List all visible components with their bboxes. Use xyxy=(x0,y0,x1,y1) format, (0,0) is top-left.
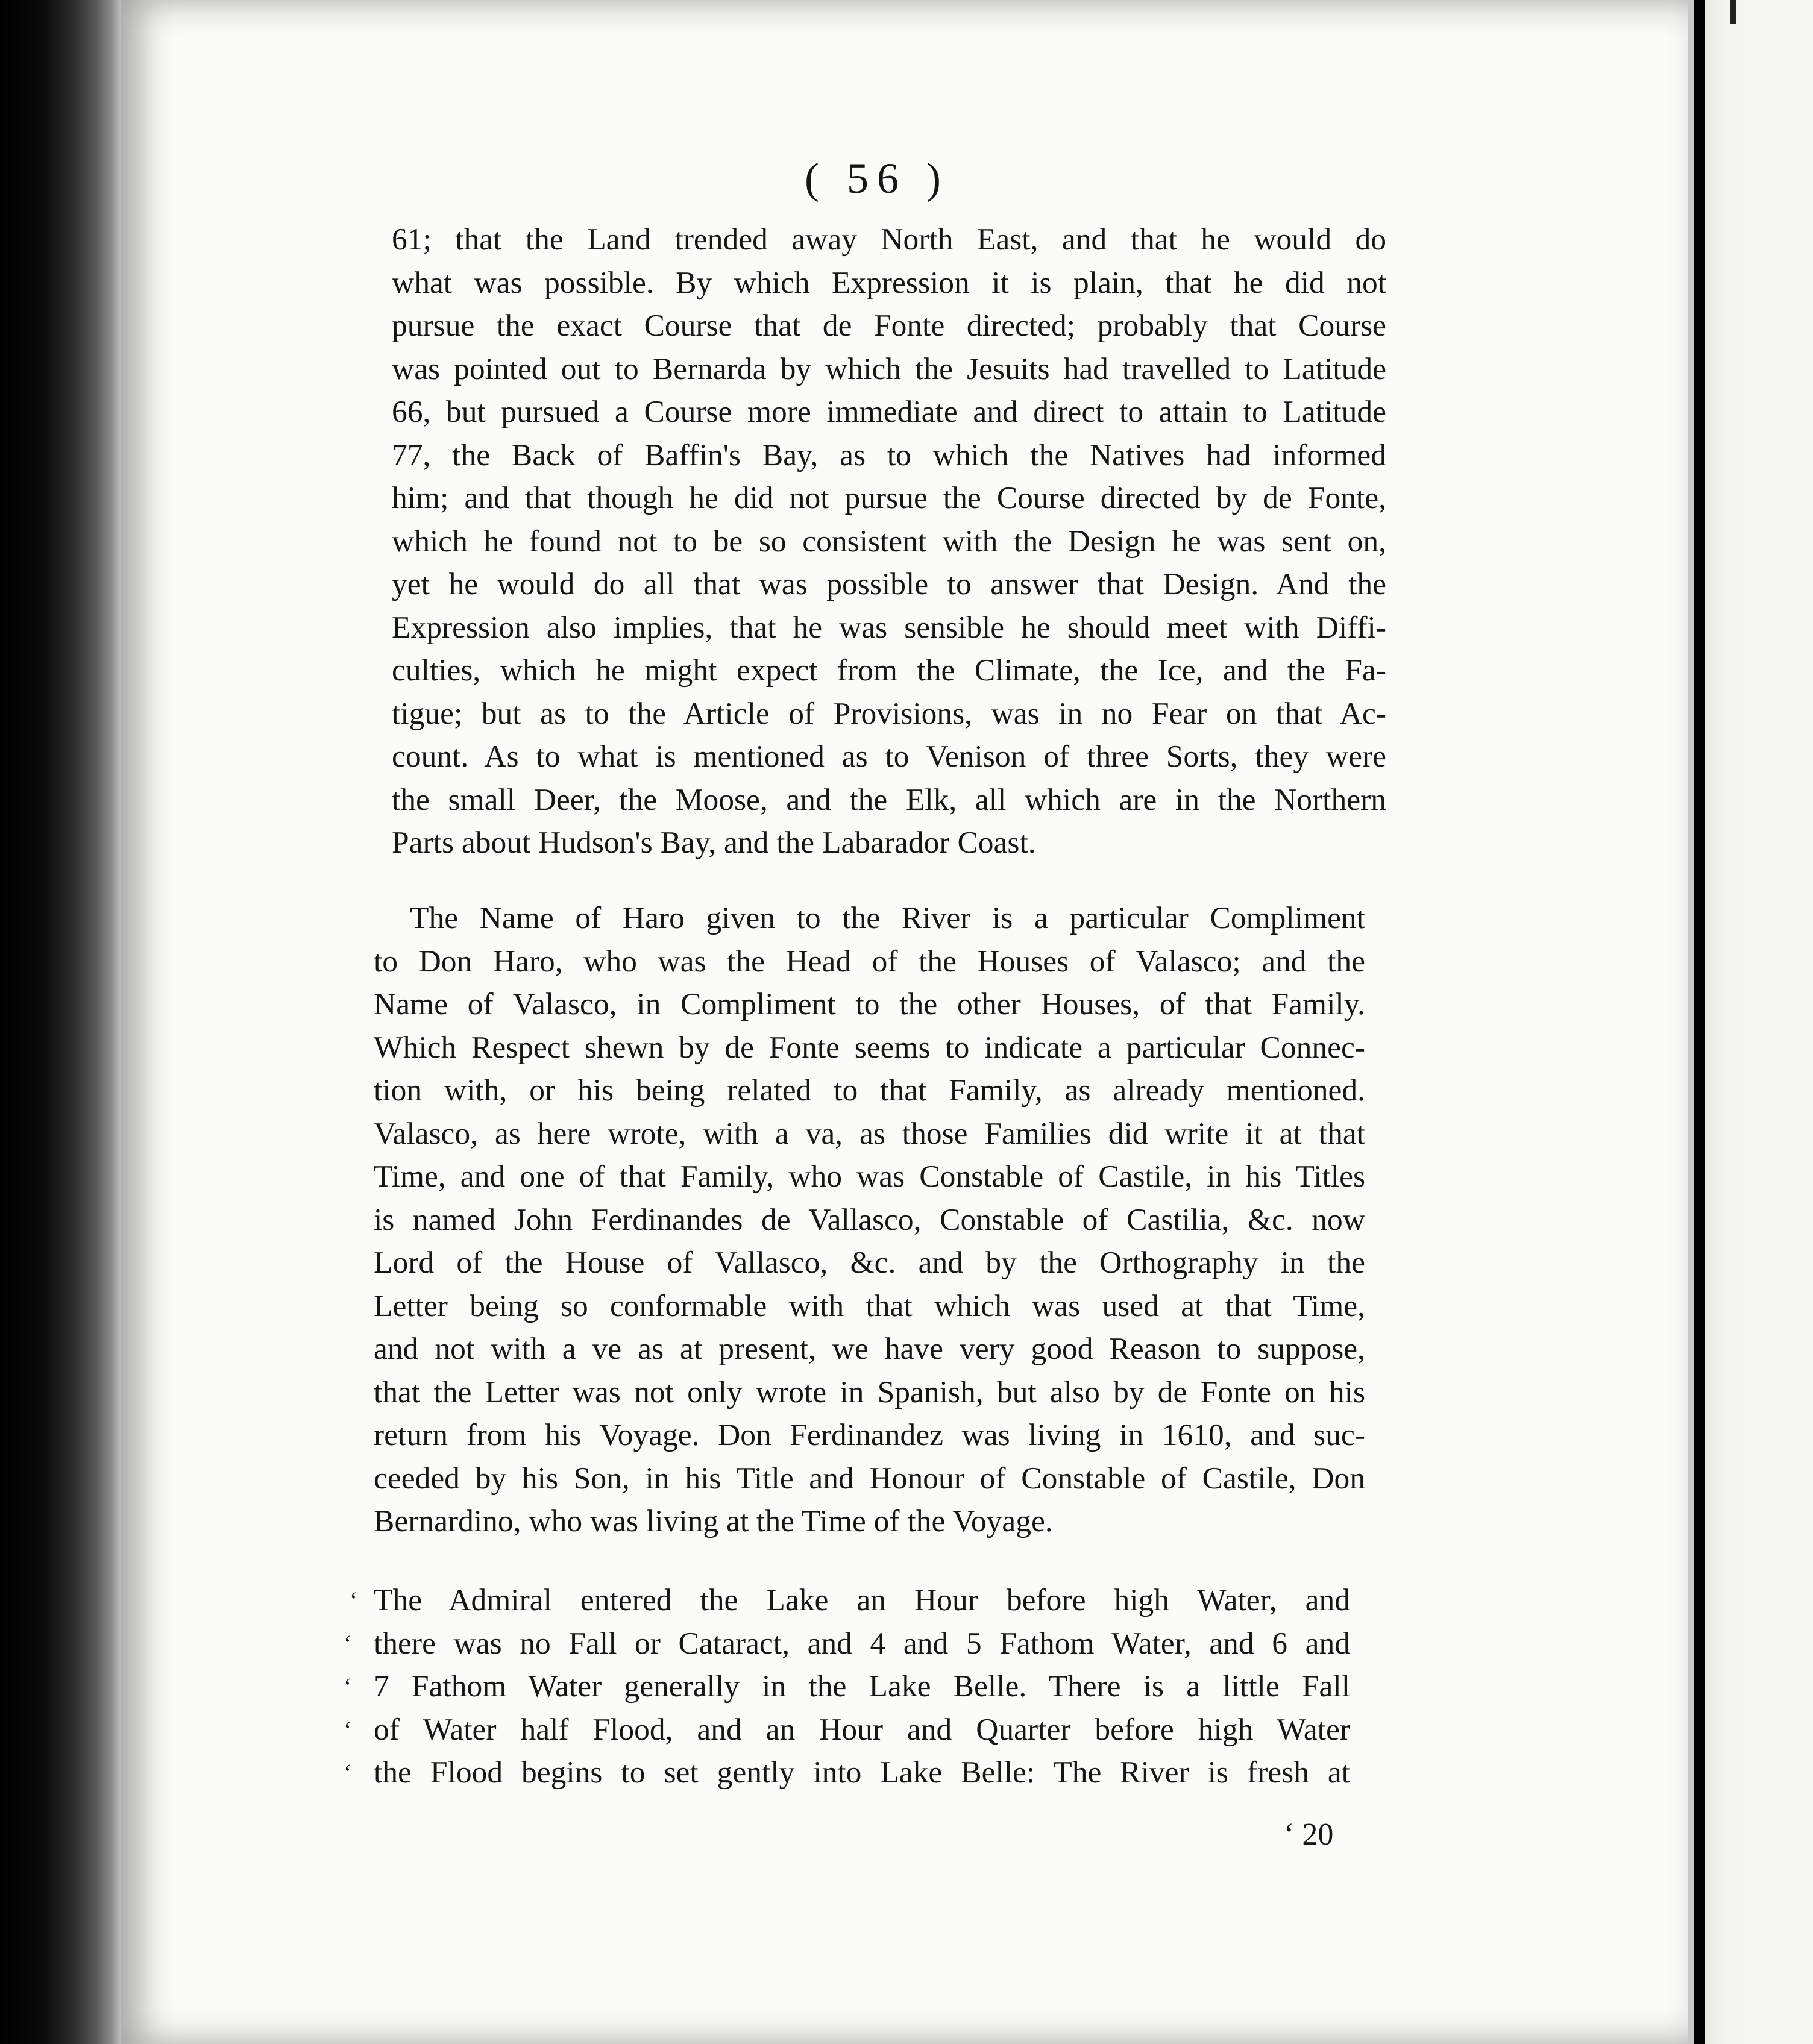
text-line: Name of Valasco, in Compliment to the other Houses, of that Family. xyxy=(374,987,1365,1021)
text-line xyxy=(344,1751,1350,1795)
text-line xyxy=(344,1665,1350,1708)
paragraph-3 xyxy=(344,1579,1350,1795)
text-line: to Don Haro, who was the Head of the Houses of Valasco; and the xyxy=(374,944,1365,979)
text-line-content: there was no Fall or Cataract, and 4 and 5 Fathom Water, and 6 and xyxy=(374,1626,1350,1661)
text-line: Lord of the House of Vallasco, &c. and by the Orthography in the xyxy=(374,1246,1365,1280)
text-line: what was possible. By which Expression it is plain, that he did not xyxy=(392,265,1386,300)
text-line: was pointed out to Bernarda by which the Jesuits had travelled to Latitude xyxy=(392,351,1386,386)
text-line: 77, the Back of Baffin's Bay, as to which the Natives had informed xyxy=(392,437,1386,472)
text-line: tion with, or his being related to that Family, as already mentioned. xyxy=(374,1073,1365,1108)
text-line-content: The Admiral entered the Lake an Hour before high Water, and xyxy=(374,1583,1350,1617)
edge-mark xyxy=(1730,0,1736,24)
text-line: 66, but pursued a Course more immediate and direct to attain to Latitude xyxy=(392,395,1386,429)
text-line: ceeded by his Son, in his Title and Honour of Constable of Castile, Don xyxy=(374,1461,1365,1496)
text-line: The Name of Haro given to the River is a particular Compliment xyxy=(410,901,1365,935)
page-number: ( 56 ) xyxy=(805,154,949,202)
text-line: him; and that though he did not pursue the Course directed by de Fonte, xyxy=(392,481,1386,515)
text-line xyxy=(344,1622,1350,1666)
catchword-text: 20 xyxy=(1302,1817,1334,1852)
text-line: culties, which he might expect from the Climate, the Ice, and the Fa- xyxy=(392,653,1386,688)
next-page-edge xyxy=(1705,0,1813,2044)
text-line: yet he would do all that was possible to answer that Design. And the xyxy=(392,567,1386,601)
text-line: Parts about Hudson's Bay, and the Labarador Coast. xyxy=(392,826,1036,860)
quote-mark: ‘ xyxy=(1284,1817,1295,1852)
text-line: return from his Voyage. Don Ferdinandez was living in 1610, and suc- xyxy=(374,1418,1365,1452)
text-line: Valasco, as here wrote, with a va, as those Families did write it at that xyxy=(374,1116,1365,1151)
text-line-content: the Flood begins to set gently into Lake Belle: The River is fresh at xyxy=(374,1755,1350,1790)
paragraph-1 xyxy=(392,218,1386,865)
quote-mark: ‘ xyxy=(344,1716,352,1743)
text-line: Which Respect shewn by de Fonte seems to indicate a particular Connec- xyxy=(374,1030,1365,1065)
page-edge xyxy=(1688,0,1694,2044)
text-line: which he found not to be so consistent with the Design he was sent on, xyxy=(392,524,1386,559)
catchword xyxy=(1284,1817,1333,1852)
text-line: the small Deer, the Moose, and the Elk, all which are in the Northern xyxy=(392,782,1386,817)
text-line-content: 7 Fathom Water generally in the Lake Belle. There is a little Fall xyxy=(374,1669,1350,1704)
paragraph-2 xyxy=(374,897,1365,1543)
page-gutter xyxy=(1694,0,1705,2044)
book-binding-shadow xyxy=(0,0,121,2044)
text-line: is named John Ferdinandes de Vallasco, Constable of Castilia, &c. now xyxy=(374,1202,1365,1237)
quote-mark: ‘ xyxy=(350,1587,358,1614)
text-line: and not with a ve as at present, we have very good Reason to suppose, xyxy=(374,1332,1365,1366)
text-line-content: of Water half Flood, and an Hour and Quarter before high Water xyxy=(374,1712,1350,1747)
text-line: Bernardino, who was living at the Time of the Voyage. xyxy=(374,1504,1053,1538)
text-line: pursue the exact Course that de Fonte directed; probably that Course xyxy=(392,309,1386,343)
text-line: tigue; but as to the Article of Provisions, was in no Fear on that Ac- xyxy=(392,696,1386,731)
text-line: Letter being so conformable with that which was used at that Time, xyxy=(374,1288,1365,1323)
text-line: count. As to what is mentioned as to Venison of three Sorts, they were xyxy=(392,739,1386,774)
quote-mark: ‘ xyxy=(344,1673,352,1700)
quote-mark: ‘ xyxy=(344,1629,352,1657)
text-line xyxy=(350,1579,1350,1622)
text-line: that the Letter was not only wrote in Spanish, but also by de Fonte on his xyxy=(374,1375,1365,1409)
text-line xyxy=(344,1708,1350,1752)
text-line: Time, and one of that Family, who was Constable of Castile, in his Titles xyxy=(374,1159,1365,1194)
quote-mark: ‘ xyxy=(344,1759,352,1786)
text-line: Expression also implies, that he was sensible he should meet with Diffi- xyxy=(392,610,1386,645)
text-line: 61; that the Land trended away North East, and that he would do xyxy=(392,222,1386,257)
